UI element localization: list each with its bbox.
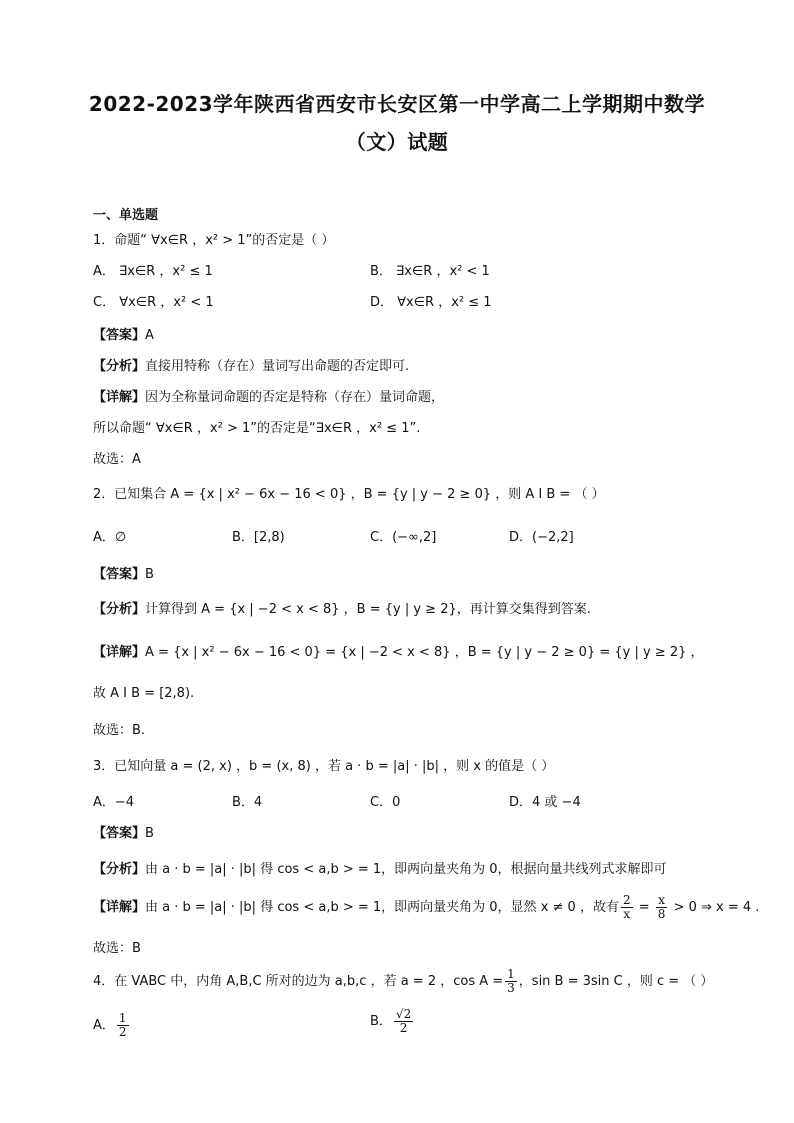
q2-stem: 2．已知集合 A = {x | x² − 6x − 16 < 0} ，B = {y | y − 2 ≥ 0} ，则 A I B = （ ） xyxy=(93,487,605,502)
answer-value: A xyxy=(145,328,154,343)
answer-label: 【答案】 xyxy=(93,567,146,582)
q1-option-a: A． ∃x∈R ，x² ≤ 1 xyxy=(93,264,213,279)
q3-stem: 3．已知向量 a = (2, x) ，b = (x, 8) ，若 a · b = |a| · |b| ，则 x 的值是（ ） xyxy=(93,759,555,774)
q4-stem-tail: ，sin B = 3sin C ，则 c = （ ） xyxy=(518,974,714,989)
answer-value: B xyxy=(145,826,154,841)
q3-option-a: A．−4 xyxy=(93,795,135,810)
q3-answer xyxy=(93,822,154,841)
q3-choose: 故选：B xyxy=(93,941,141,956)
q3-option-b: B．4 xyxy=(232,795,263,810)
q4-option-b: B． $\frac{√2}{2}$ xyxy=(370,1007,412,1035)
equals-sign: = xyxy=(634,900,654,915)
analysis-text: 由 a · b = |a| · |b| 得 cos < a,b > = 1，即两向量夹角为 0，根据向量共线列式求解即可 xyxy=(145,862,667,877)
q1-answer xyxy=(93,324,154,343)
detail-text: A = {x | x² − 6x − 16 < 0} = {x | −2 < x < 8} ，B = {y | y − 2 ≥ 0} = {y | y ≥ 2} ， xyxy=(145,645,704,660)
q1-stem: 1．命题“ ∀x∈R ，x² > 1”的否定是（ ） xyxy=(93,233,335,248)
detail-text: 由 a · b = |a| · |b| 得 cos < a,b > = 1，即两向量夹角为 0，显然 x ≠ 0 ，故有 xyxy=(145,900,619,915)
fraction-x-over-8: $\frac{x}{8}$ xyxy=(657,893,666,921)
q2-detail-line1 xyxy=(93,641,704,660)
q2-choose: 故选：B. xyxy=(93,723,146,738)
document-title-line1: 2022-2023学年陕西省西安市长安区第一中学高二上学期期中数学 xyxy=(88,92,706,116)
answer-label: 【答案】 xyxy=(93,826,146,841)
q1-analysis xyxy=(93,355,409,374)
fraction-root2-over-2: $\frac{√2}{2}$ xyxy=(395,1007,412,1035)
analysis-label: 【分析】 xyxy=(93,359,146,374)
q2-option-d: D．(−2,2] xyxy=(509,530,574,545)
analysis-label: 【分析】 xyxy=(93,862,146,877)
q1-detail-line1 xyxy=(93,386,444,405)
q4-stem xyxy=(93,968,713,995)
q1-option-c: C． ∀x∈R ，x² < 1 xyxy=(93,295,214,310)
q4-stem-text: 4．在 VABC 中，内角 A,B,C 所对的边为 a,b,c ，若 a = 2 ，cos A = xyxy=(93,974,504,989)
q2-answer xyxy=(93,563,154,582)
q1-option-b: B． ∃x∈R ，x² < 1 xyxy=(370,264,490,279)
answer-value: B xyxy=(145,567,154,582)
q3-option-d: D．4 或 −4 xyxy=(509,795,581,810)
detail-label: 【详解】 xyxy=(93,390,146,405)
q3-option-c: C．0 xyxy=(370,795,401,810)
q2-analysis xyxy=(93,598,591,617)
fraction-1-over-3: $\frac{1}{3}$ xyxy=(507,967,515,995)
q2-detail-line2: 故 A I B = [2,8). xyxy=(93,686,195,701)
q1-choose: 故选：A xyxy=(93,452,141,467)
document-title-line2: （文）试题 xyxy=(345,130,449,154)
analysis-text: 计算得到 A = {x | −2 < x < 8} ，B = {y | y ≥ 2}，再计算交集得到答案. xyxy=(145,602,591,617)
q3-analysis xyxy=(93,858,667,877)
q1-detail-line2: 所以命题“ ∀x∈R ，x² > 1”的否定是“∃x∈R ，x² ≤ 1”. xyxy=(93,421,421,436)
detail-conclusion: > 0 ⇒ x = 4 . xyxy=(669,900,760,915)
q3-detail xyxy=(93,894,759,921)
q2-option-b: B．[2,8) xyxy=(232,530,285,545)
analysis-text: 直接用特称（存在）量词写出命题的否定即可. xyxy=(145,359,410,374)
q4-option-a: A． $\frac{1}{2}$ xyxy=(93,1011,127,1039)
q2-option-c: C．(−∞,2] xyxy=(370,530,437,545)
analysis-label: 【分析】 xyxy=(93,602,146,617)
detail-label: 【详解】 xyxy=(93,645,146,660)
q2-option-a: A．∅ xyxy=(93,530,127,545)
fraction-2-over-x: $\frac{2}{x}$ xyxy=(622,893,631,921)
q1-option-d: D． ∀x∈R ，x² ≤ 1 xyxy=(370,295,492,310)
detail-text: 因为全称量词命题的否定是特称（存在）量词命题， xyxy=(145,390,445,405)
detail-label: 【详解】 xyxy=(93,900,146,915)
answer-label: 【答案】 xyxy=(93,328,146,343)
fraction-1-over-2: $\frac{1}{2}$ xyxy=(118,1011,127,1039)
section-heading: 一、单选题 xyxy=(93,208,159,223)
